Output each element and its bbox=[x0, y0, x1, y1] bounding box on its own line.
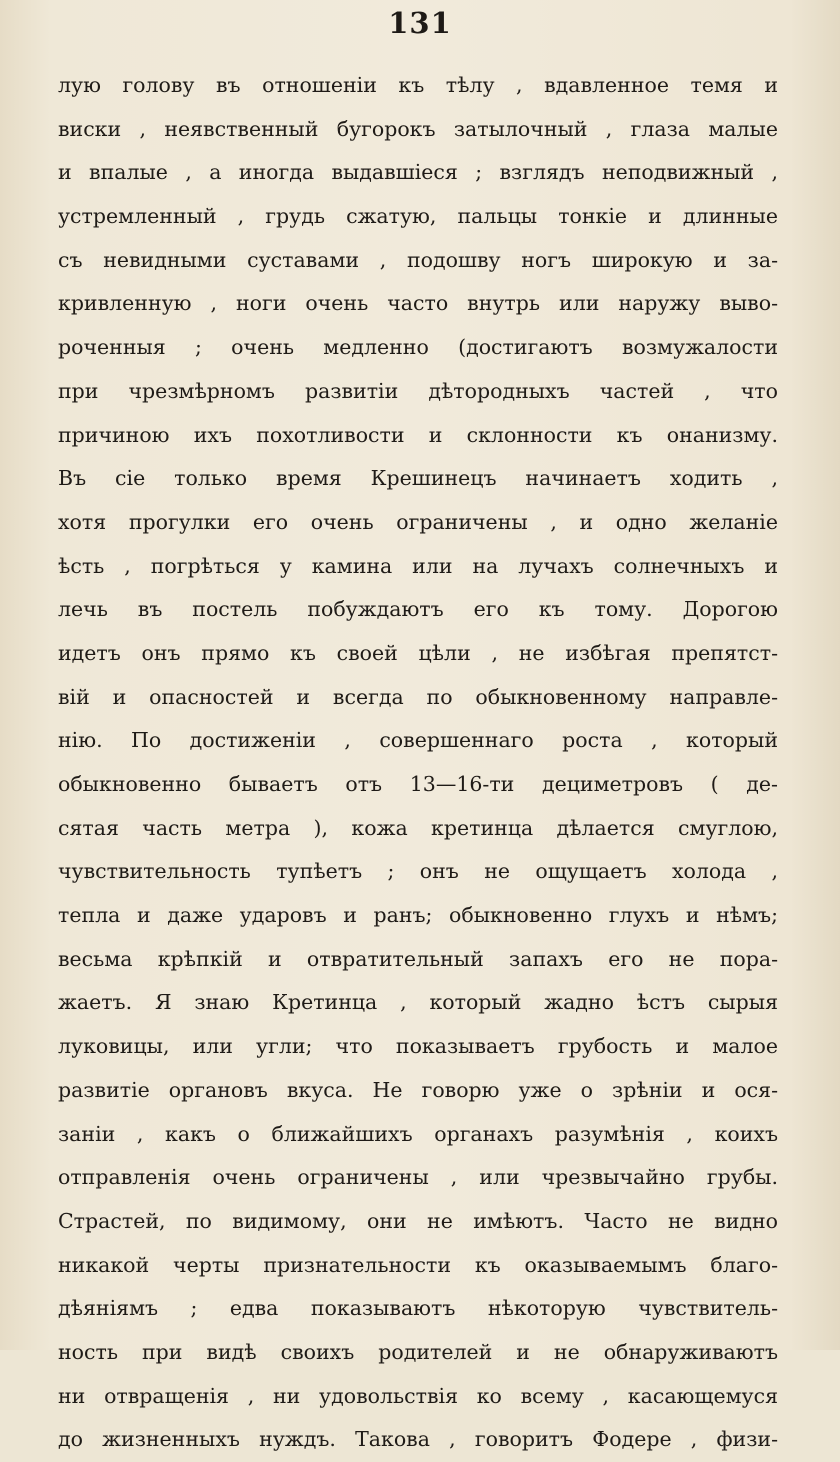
text-line: обыкновенно бываетъ отъ 13—16-ти дециметровъ ( де- bbox=[58, 772, 778, 796]
text-line: весьма крѣпкій и отвратительный запахъ его не пора- bbox=[58, 946, 778, 971]
text-line: никакой черты признательности къ оказываемымъ благо- bbox=[58, 1252, 778, 1277]
text-line: вій и опасностей и всегда по обыкновенному направле- bbox=[58, 684, 778, 709]
text-line: Въ сіе только время Крешинецъ начинаетъ ходить , bbox=[58, 466, 778, 491]
page-number: 131 bbox=[388, 6, 452, 40]
text-line: жаетъ. Я знаю Кретинца , который жадно ѣстъ сырыя bbox=[58, 990, 778, 1015]
text-line: тепла и даже ударовъ и ранъ; обыкновенно глухъ и нѣмъ; bbox=[58, 903, 778, 928]
text-line: при чрезмѣрномъ развитіи дѣтородныхъ частей , что bbox=[58, 378, 778, 403]
text-line: дѣяніямъ ; едва показываютъ нѣкоторую чувствитель- bbox=[58, 1296, 778, 1321]
text-line: Страстей, по видимому, они не имѣютъ. Часто не видно bbox=[58, 1208, 778, 1233]
text-line: сятая часть метра ), кожа кретинца дѣлается смуглою, bbox=[58, 815, 778, 840]
text-block bbox=[58, 64, 778, 1462]
text-line: луковицы, или угли; что показываетъ грубость и малое bbox=[58, 1034, 778, 1059]
text-line: чувствительность тупѣетъ ; онъ не ощущаетъ холода , bbox=[58, 859, 778, 884]
text-line: нію. По достиженіи , совершеннаго роста , который bbox=[58, 728, 778, 753]
text-line: отправленія очень ограничены , или чрезвычайно грубы. bbox=[58, 1165, 778, 1190]
text-line: роченныя ; очень медленно (достигаютъ возмужалости bbox=[58, 335, 778, 360]
text-line: лую голову въ отношеніи къ тѣлу , вдавленное темя и bbox=[58, 73, 778, 97]
text-line: кривленную , ноги очень часто внутрь или наружу выво- bbox=[58, 291, 778, 316]
text-line: лечь въ постель побуждаютъ его къ тому. Дорогою bbox=[58, 597, 778, 622]
text-line: развитіе органовъ вкуса. Не говорю уже о зрѣніи и ося- bbox=[58, 1077, 778, 1102]
text-line: ѣсть , погрѣться у камина или на лучахъ солнечныхъ и bbox=[58, 553, 778, 578]
text-line: ни отвращенія , ни удовольствія ко всему , касающемуся bbox=[58, 1383, 778, 1408]
text-line: виски , неявственный бугорокъ затылочный , глаза малые bbox=[58, 116, 778, 141]
text-line: хотя прогулки его очень ограничены , и одно желаніе bbox=[58, 509, 778, 534]
text-line: заніи , какъ о ближайшихъ органахъ разумѣнія , коихъ bbox=[58, 1121, 778, 1146]
text-line: устремленный , грудь сжатую, пальцы тонкіе и длинные bbox=[58, 204, 778, 229]
text-line: и впалые , а иногда выдавшіеся ; взглядъ неподвижный , bbox=[58, 160, 778, 185]
text-line: идетъ онъ прямо къ своей цѣли , не избѣгая препятст- bbox=[58, 640, 778, 665]
text-line: ность при видѣ своихъ родителей и не обнаруживаютъ bbox=[58, 1339, 778, 1364]
text-line: съ невидными суставами , подошву ногъ широкую и за- bbox=[58, 247, 778, 272]
text-line: до жизненныхъ нуждъ. Такова , говоритъ Фодере , физи- bbox=[58, 1427, 778, 1452]
text-line: причиною ихъ похотливости и склонности къ онанизму. bbox=[58, 422, 778, 447]
